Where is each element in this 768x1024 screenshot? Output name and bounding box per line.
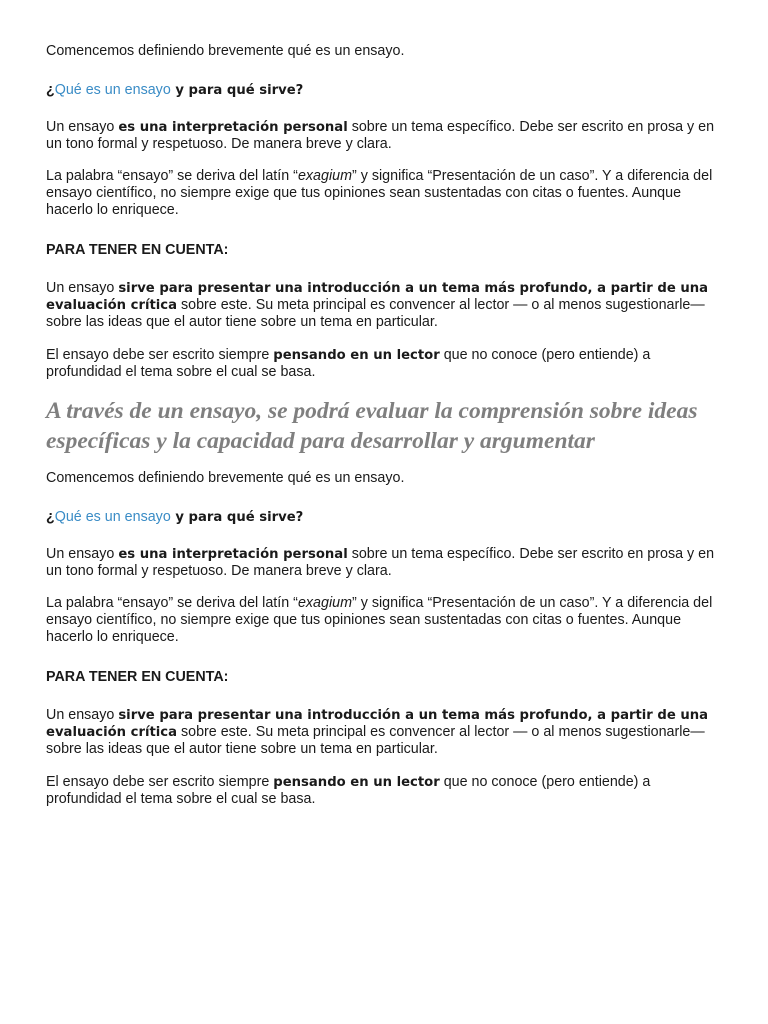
intro-paragraph: Comencemos definiendo brevemente qué es un ensayo.	[46, 470, 405, 486]
definition-text-start: Un ensayo	[46, 546, 119, 562]
pull-quote-block	[46, 396, 728, 456]
definition-text-end: sobre un tema específico. Debe ser escrito en prosa y en un tono formal y respetuoso. De manera breve y clara.	[46, 546, 715, 579]
note-heading: PARA TENER EN CUENTA:	[46, 669, 229, 685]
definition-paragraph	[46, 546, 728, 580]
question-rest: y para qué sirve?	[170, 510, 304, 525]
etymology-paragraph	[46, 595, 728, 646]
what-is-essay-link[interactable]: Qué es un ensayo	[54, 82, 171, 98]
purpose-text-start: Un ensayo	[46, 280, 119, 296]
question-rest: y para qué sirve?	[170, 83, 304, 98]
definition-bold: es una interpretación personal	[118, 547, 348, 562]
purpose-text-end: sobre este. Su meta principal es convencer al lector — o al menos sugestionarle— sobre las ideas que el autor tiene sobre un tema en particular.	[46, 724, 705, 757]
reader-text-start: El ensayo debe ser escrito siempre	[46, 774, 274, 790]
pull-quote: A través de un ensayo, se podrá evaluar la comprensión sobre ideas específicas y la capacidad para desarrollar y argumentar	[46, 398, 698, 454]
etymology-latin-word: exagium	[297, 168, 352, 184]
question-open-mark: ¿	[46, 509, 55, 525]
reader-bold: pensando en un lector	[273, 348, 440, 363]
article-section-1	[46, 43, 728, 381]
purpose-bold: sirve para presentar una introducción a un tema más profundo, a partir de una evaluación crítica	[46, 708, 709, 740]
question-heading	[46, 509, 728, 526]
question-heading	[46, 82, 728, 99]
question-open-mark: ¿	[46, 82, 55, 98]
article-section-2	[46, 470, 728, 808]
what-is-essay-link[interactable]: Qué es un ensayo	[54, 509, 171, 525]
etymology-text-start: La palabra “ensayo” se deriva del latín “	[46, 168, 298, 184]
etymology-text-start: La palabra “ensayo” se deriva del latín “	[46, 595, 298, 611]
reader-text-end: que no conoce (pero entiende) a profundidad el tema sobre el cual se basa.	[46, 774, 651, 807]
definition-bold: es una interpretación personal	[118, 120, 348, 135]
definition-paragraph	[46, 119, 728, 153]
etymology-paragraph	[46, 168, 728, 219]
reader-paragraph	[46, 347, 728, 381]
purpose-bold: sirve para presentar una introducción a un tema más profundo, a partir de una evaluación crítica	[46, 281, 709, 313]
purpose-paragraph	[46, 707, 728, 758]
reader-text-start: El ensayo debe ser escrito siempre	[46, 347, 274, 363]
reader-text-end: que no conoce (pero entiende) a profundidad el tema sobre el cual se basa.	[46, 347, 651, 380]
purpose-text-start: Un ensayo	[46, 707, 119, 723]
etymology-text-end: ” y significa “Presentación de un caso”. Y a diferencia del ensayo científico, no siempre exige que tus opiniones sean sustentadas con citas o fuentes. Aunque hacerlo lo enriquece.	[46, 168, 713, 218]
definition-text-start: Un ensayo	[46, 119, 119, 135]
reader-paragraph	[46, 774, 728, 808]
definition-text-end: sobre un tema específico. Debe ser escrito en prosa y en un tono formal y respetuoso. De manera breve y clara.	[46, 119, 715, 152]
intro-paragraph: Comencemos definiendo brevemente qué es un ensayo.	[46, 43, 405, 59]
etymology-latin-word: exagium	[297, 595, 352, 611]
purpose-paragraph	[46, 280, 728, 331]
note-heading: PARA TENER EN CUENTA:	[46, 242, 229, 258]
reader-bold: pensando en un lector	[273, 775, 440, 790]
purpose-text-end: sobre este. Su meta principal es convencer al lector — o al menos sugestionarle— sobre las ideas que el autor tiene sobre un tema en particular.	[46, 297, 705, 330]
etymology-text-end: ” y significa “Presentación de un caso”. Y a diferencia del ensayo científico, no siempre exige que tus opiniones sean sustentadas con citas o fuentes. Aunque hacerlo lo enriquece.	[46, 595, 713, 645]
